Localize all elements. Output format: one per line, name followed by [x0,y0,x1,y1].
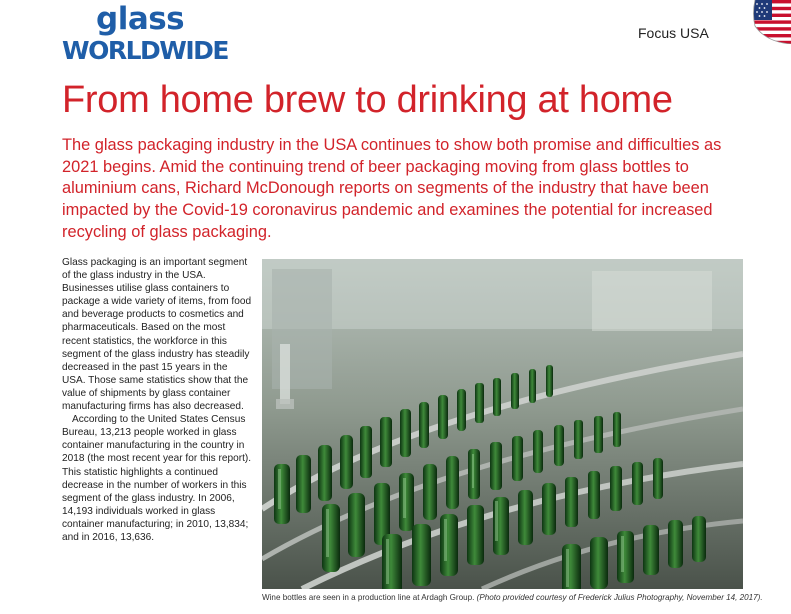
photo-caption [262,593,762,602]
article-standfirst: The glass packaging industry in the USA continues to show both promise and difficulties as 2021 begins. Amid the continuing trend of beer packaging moving from glass bottles to aluminium cans, Richard McDonough reports on segments of the industry that have been impacted by the Covid-19 coronavirus pandemic and examines the potential for increased recycling of glass packaging. [62,136,722,241]
body-paragraph: According to the United States Census Bureau, 13,213 people worked in glass container manufacturing in the country in 2018 (the most recent year for this report). This statistic highlights a continued decrease in the number of workers in this segment of the glass industry. In 2006, 14,193 individuals worked in glass container manufacturing; in 2010, 13,834; and in 2016, 13,636. [62,414,252,543]
caption-credit: (Photo provided courtesy of Frederick Julius Photography, November 14, 2017). [476,593,763,602]
us-flag-icon [752,0,791,44]
glass-worldwide-logo [62,1,262,70]
logo-line-worldwide: WORLDWIDE [62,36,228,65]
body-paragraph: Glass packaging is an important segment of the glass industry in the USA. Businesses utilise glass containers to package a wide variety of items, from food and beverage products to cosmetics and pharmaceuticals. Based on the most recent statistics, the workforce in this segment of the glass industry has steadily decreased in the past 15 years in the USA. Those same statistics show that the value of shipments by glass container manufacturing firms has also decreased. [62,257,252,413]
logo-line-glass: glass [96,1,185,37]
section-label: Focus USA [638,25,709,41]
caption-text: Wine bottles are seen in a production line at Ardagh Group. [262,593,477,602]
bottle-production-line-photo [262,259,743,589]
article-title: From home brew to drinking at home [62,79,673,121]
article-body [62,256,252,614]
